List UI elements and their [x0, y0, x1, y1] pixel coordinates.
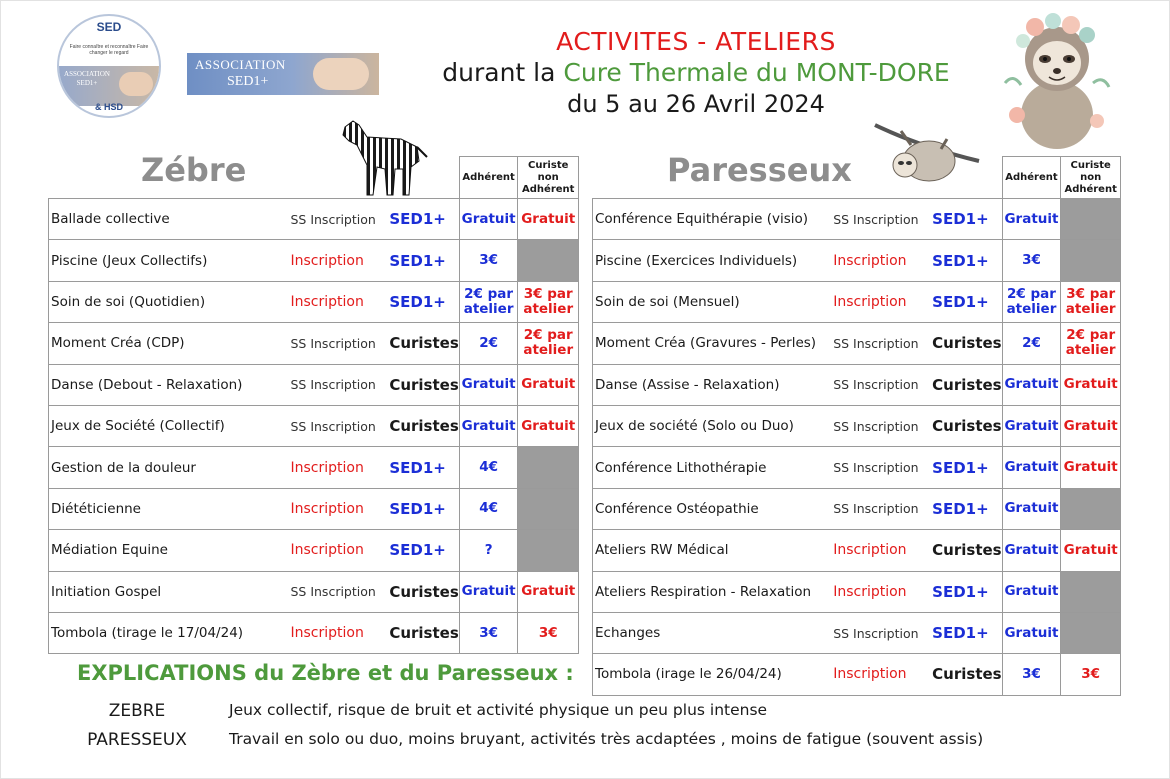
audience-cell: SED1+: [932, 488, 1002, 529]
table-row: [593, 447, 1121, 488]
table-row: [49, 405, 579, 446]
table-row: [593, 240, 1121, 281]
sloth-with-flowers-icon: [997, 3, 1117, 153]
zebre-explanation: Jeux collectif, risque de bruit et activité physique un peu plus intense: [229, 701, 768, 719]
inscription-cell: SS Inscription: [290, 364, 389, 405]
non-adherent-price-cell: Gratuit: [518, 571, 579, 612]
inscription-cell: SS Inscription: [290, 405, 389, 446]
not-applicable-cell: [518, 530, 579, 571]
not-applicable-cell: [518, 240, 579, 281]
inscription-cell: SS Inscription: [833, 612, 932, 653]
association-logo-line2: SED1+: [227, 74, 269, 89]
table-row: [593, 405, 1121, 446]
inscription-cell: SS Inscription: [833, 323, 932, 364]
non-adherent-price-cell: Gratuit: [1061, 530, 1121, 571]
activity-cell: Moment Créa (CDP): [49, 323, 291, 364]
audience-cell: SED1+: [389, 530, 459, 571]
table-header-row: [593, 157, 1121, 199]
audience-cell: SED1+: [389, 488, 459, 529]
audience-cell: SED1+: [932, 240, 1002, 281]
audience-cell: Curistes: [932, 323, 1002, 364]
adherent-price-cell: ?: [459, 530, 518, 571]
page-dates: du 5 au 26 Avril 2024: [567, 90, 825, 118]
activity-cell: Gestion de la douleur: [49, 447, 291, 488]
zebre-table: [48, 156, 579, 654]
adherent-price-cell: Gratuit: [1002, 530, 1061, 571]
paresseux-explanation: Travail en solo ou duo, moins bruyant, activités très acdaptées , moins de fatigue (souvent assis): [229, 730, 984, 748]
activity-cell: Initiation Gospel: [49, 571, 291, 612]
table-row: [49, 364, 579, 405]
page-title: ACTIVITES - ATELIERS: [556, 27, 836, 56]
audience-cell: SED1+: [932, 199, 1002, 240]
paresseux-section-title: Paresseux: [667, 151, 852, 189]
adherent-header: Adhérent: [459, 157, 518, 199]
inscription-cell: SS Inscription: [290, 199, 389, 240]
sed-logo-bottom: & HSD: [94, 102, 123, 112]
audience-cell: Curistes: [932, 364, 1002, 405]
adherent-price-cell: Gratuit: [1002, 447, 1061, 488]
inscription-cell: Inscription: [833, 281, 932, 322]
adherent-price-cell: Gratuit: [459, 199, 518, 240]
activity-cell: Conférence Equithérapie (visio): [593, 199, 834, 240]
non-adherent-price-cell: 3€ par atelier: [518, 281, 579, 322]
table-row: [49, 571, 579, 612]
association-logo: [187, 53, 379, 95]
activity-cell: Tombola (tirage le 17/04/24): [49, 612, 291, 653]
sed-logo-band: [59, 66, 159, 106]
audience-cell: Curistes: [389, 364, 459, 405]
sed-logo-tagline: Faire connaître et reconnaître Faire changer le regard: [69, 44, 149, 56]
adherent-price-cell: 3€: [1002, 240, 1061, 281]
inscription-cell: Inscription: [290, 281, 389, 322]
table-row: [49, 240, 579, 281]
adherent-price-cell: 4€: [459, 488, 518, 529]
inscription-cell: Inscription: [290, 612, 389, 653]
hands-photo-icon: [119, 72, 153, 96]
association-logo-line1: ASSOCIATION: [195, 57, 286, 72]
audience-cell: Curistes: [389, 612, 459, 653]
table-row: [49, 530, 579, 571]
activity-cell: Danse (Assise - Relaxation): [593, 364, 834, 405]
table-row: [593, 571, 1121, 612]
adherent-header: Adhérent: [1002, 157, 1061, 199]
audience-cell: SED1+: [932, 571, 1002, 612]
inscription-cell: Inscription: [833, 240, 932, 281]
activity-cell: Ateliers RW Médical: [593, 530, 834, 571]
adherent-price-cell: Gratuit: [1002, 488, 1061, 529]
activity-cell: Diététicienne: [49, 488, 291, 529]
explications-title: EXPLICATIONS du Zèbre et du Paresseux :: [77, 661, 574, 685]
header-spacer: [593, 157, 1003, 199]
audience-cell: SED1+: [932, 447, 1002, 488]
not-applicable-cell: [1061, 199, 1121, 240]
table-row: [593, 281, 1121, 322]
adherent-price-cell: 3€: [459, 240, 518, 281]
activity-cell: Echanges: [593, 612, 834, 653]
audience-cell: SED1+: [389, 240, 459, 281]
table-row: [49, 488, 579, 529]
non-adherent-price-cell: Gratuit: [1061, 447, 1121, 488]
non-adherent-price-cell: 2€ par atelier: [1061, 323, 1121, 364]
inscription-cell: SS Inscription: [833, 199, 932, 240]
audience-cell: Curistes: [389, 571, 459, 612]
adherent-price-cell: 2€ par atelier: [459, 281, 518, 322]
inscription-cell: Inscription: [290, 447, 389, 488]
paresseux-table: [592, 156, 1121, 696]
table-row: [49, 323, 579, 364]
header-spacer: [49, 157, 460, 199]
adherent-price-cell: Gratuit: [1002, 612, 1061, 653]
activity-cell: Soin de soi (Quotidien): [49, 281, 291, 322]
sed-logo-top: SED: [96, 20, 122, 34]
inscription-cell: Inscription: [833, 654, 932, 695]
sed-logo: [57, 14, 161, 118]
paresseux-table-body: [593, 199, 1121, 696]
activity-cell: Danse (Debout - Relaxation): [49, 364, 291, 405]
inscription-cell: SS Inscription: [833, 364, 932, 405]
adherent-price-cell: 2€: [459, 323, 518, 364]
adherent-price-cell: Gratuit: [459, 571, 518, 612]
non-adherent-price-cell: 3€ par atelier: [1061, 281, 1121, 322]
table-row: [593, 530, 1121, 571]
zebre-label: ZEBRE: [108, 701, 166, 721]
audience-cell: SED1+: [932, 612, 1002, 653]
activity-cell: Jeux de Société (Collectif): [49, 405, 291, 446]
activity-cell: Ateliers Respiration - Relaxation: [593, 571, 834, 612]
not-applicable-cell: [518, 447, 579, 488]
inscription-cell: Inscription: [290, 240, 389, 281]
not-applicable-cell: [518, 488, 579, 529]
activity-cell: Piscine (Exercices Individuels): [593, 240, 834, 281]
inscription-cell: SS Inscription: [290, 571, 389, 612]
audience-cell: SED1+: [389, 281, 459, 322]
subtitle-prefix: durant la: [442, 58, 564, 87]
table-row: [593, 612, 1121, 653]
not-applicable-cell: [1061, 612, 1121, 653]
table-header-row: [49, 157, 579, 199]
adherent-price-cell: 2€: [1002, 323, 1061, 364]
subtitle-highlight: Cure Thermale du MONT-DORE: [563, 58, 950, 87]
activity-cell: Conférence Ostéopathie: [593, 488, 834, 529]
inscription-cell: Inscription: [290, 488, 389, 529]
audience-cell: SED1+: [389, 447, 459, 488]
adherent-price-cell: Gratuit: [1002, 364, 1061, 405]
audience-cell: Curistes: [932, 654, 1002, 695]
audience-cell: Curistes: [932, 530, 1002, 571]
table-row: [49, 199, 579, 240]
not-applicable-cell: [1061, 571, 1121, 612]
inscription-cell: SS Inscription: [290, 323, 389, 364]
table-row: [49, 447, 579, 488]
audience-cell: Curistes: [932, 405, 1002, 446]
activity-cell: Soin de soi (Mensuel): [593, 281, 834, 322]
not-applicable-cell: [1061, 240, 1121, 281]
non-adherent-price-cell: Gratuit: [1061, 364, 1121, 405]
adherent-price-cell: Gratuit: [459, 405, 518, 446]
adherent-price-cell: Gratuit: [1002, 199, 1061, 240]
audience-cell: SED1+: [389, 199, 459, 240]
inscription-cell: SS Inscription: [833, 405, 932, 446]
activity-cell: Moment Créa (Gravures - Perles): [593, 323, 834, 364]
activity-cell: Piscine (Jeux Collectifs): [49, 240, 291, 281]
adherent-price-cell: 4€: [459, 447, 518, 488]
inscription-cell: Inscription: [833, 530, 932, 571]
not-applicable-cell: [1061, 488, 1121, 529]
inscription-cell: Inscription: [833, 571, 932, 612]
inscription-cell: SS Inscription: [833, 447, 932, 488]
non-adherent-price-cell: 3€: [518, 612, 579, 653]
paresseux-label: PARESSEUX: [87, 730, 187, 750]
zebre-table-body: [49, 199, 579, 654]
activity-cell: Ballade collective: [49, 199, 291, 240]
table-row: [49, 612, 579, 653]
activity-cell: Tombola (irage le 26/04/24): [593, 654, 834, 695]
inscription-cell: SS Inscription: [833, 488, 932, 529]
table-row: [593, 364, 1121, 405]
audience-cell: SED1+: [932, 281, 1002, 322]
adherent-price-cell: 3€: [459, 612, 518, 653]
adherent-price-cell: 2€ par atelier: [1002, 281, 1061, 322]
non-adherent-header: Curiste non Adhérent: [1061, 157, 1121, 199]
audience-cell: Curistes: [389, 323, 459, 364]
non-adherent-price-cell: 3€: [1061, 654, 1121, 695]
zebre-section-title: Zébre: [141, 151, 247, 189]
non-adherent-price-cell: Gratuit: [518, 405, 579, 446]
audience-cell: Curistes: [389, 405, 459, 446]
non-adherent-price-cell: 2€ par atelier: [518, 323, 579, 364]
adherent-price-cell: Gratuit: [1002, 571, 1061, 612]
page-subtitle: [381, 58, 1011, 87]
adherent-price-cell: Gratuit: [459, 364, 518, 405]
inscription-cell: Inscription: [290, 530, 389, 571]
table-row: [49, 281, 579, 322]
activity-cell: Médiation Equine: [49, 530, 291, 571]
adherent-price-cell: Gratuit: [1002, 405, 1061, 446]
table-row: [593, 654, 1121, 695]
non-adherent-price-cell: Gratuit: [1061, 405, 1121, 446]
activity-cell: Jeux de société (Solo ou Duo): [593, 405, 834, 446]
sed-logo-band-text: ASSOCIATION SED1+: [64, 70, 110, 87]
non-adherent-price-cell: Gratuit: [518, 364, 579, 405]
table-row: [593, 199, 1121, 240]
non-adherent-price-cell: Gratuit: [518, 199, 579, 240]
table-row: [593, 323, 1121, 364]
activity-cell: Conférence Lithothérapie: [593, 447, 834, 488]
table-row: [593, 488, 1121, 529]
hand-photo-icon: [313, 58, 369, 90]
non-adherent-header: Curiste non Adhérent: [518, 157, 579, 199]
adherent-price-cell: 3€: [1002, 654, 1061, 695]
